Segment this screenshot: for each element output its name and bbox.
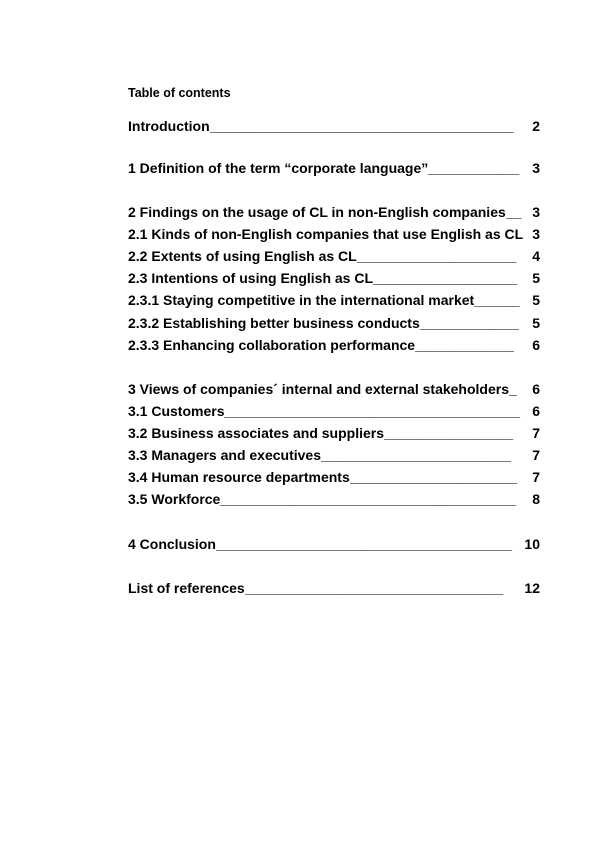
toc-entry-title: 2.3 Intentions of using English as CL [128, 270, 374, 286]
toc-entry-page: 3 [532, 226, 540, 242]
toc-entry-2-3 [128, 269, 540, 287]
toc-entry-page: 6 [532, 381, 540, 397]
toc-entry-leader: ________________________________________ [210, 118, 514, 134]
toc-entry-leader: ______ [474, 292, 520, 308]
toc-entry-title: 2.3.2 Establishing better business conducts [128, 315, 420, 331]
toc-entry-title: 3.4 Human resource departments [128, 469, 350, 485]
toc-entry-3-2 [128, 424, 540, 442]
toc-entry-page: 12 [524, 580, 540, 596]
toc-entry-leader: _____________ [420, 315, 519, 331]
toc-entry-title: 3 Views of companies´ internal and external stakeholders [128, 381, 509, 397]
toc-entry-leader: _________________ [384, 425, 513, 441]
toc-entry-title: 4 Conclusion [128, 536, 216, 552]
toc-entry-leader: ______________________ [350, 469, 517, 485]
toc-entry-4 [128, 535, 540, 553]
toc-entry-page: 6 [532, 337, 540, 353]
toc-entry-title: Introduction [128, 118, 210, 134]
toc-entry-page: 5 [532, 270, 540, 286]
toc-entry-title: List of references [128, 580, 245, 596]
toc-entry-2-3-2 [128, 314, 540, 332]
toc-entry-3-3 [128, 446, 540, 464]
toc-entry-title: 3.3 Managers and executives [128, 447, 321, 463]
toc-entry-introduction [128, 117, 540, 135]
toc-entry-3-1 [128, 402, 540, 420]
toc-entry-page: 4 [532, 248, 540, 264]
toc-entry-leader: _____________________ [357, 248, 517, 264]
toc-entry-leader: ___________________ [373, 270, 518, 286]
toc-entry-title: 2.1 Kinds of non-English companies that use English as CL [128, 226, 524, 242]
toc-entry-leader: __ [506, 204, 522, 220]
toc-entry-1 [128, 159, 540, 177]
toc-entry-page: 3 [532, 160, 540, 176]
toc-entry-title: 2 Findings on the usage of CL in non-English companies [128, 204, 506, 220]
toc-entry-2 [128, 203, 540, 221]
toc-entry-leader: ____________ [428, 160, 520, 176]
toc-entry-2-3-3 [128, 336, 540, 354]
toc-entry-leader: _______________________________________ [216, 536, 512, 552]
toc-entry-leader: _______________________________________ [220, 491, 516, 507]
toc-entry-leader: _____________ [415, 337, 514, 353]
toc-entry-title: 3.2 Business associates and suppliers [128, 425, 385, 441]
toc-entry-page: 7 [532, 469, 540, 485]
toc-entry-3-5 [128, 490, 540, 508]
toc-entry-page: 3 [532, 204, 540, 220]
toc-entry-3 [128, 380, 540, 398]
toc-heading: Table of contents [128, 86, 231, 100]
toc-entry-page: 10 [524, 536, 540, 552]
toc-entry-leader: _ [509, 381, 517, 397]
toc-entry-leader: __________________________________ [245, 580, 503, 596]
toc-entry-references [128, 579, 540, 597]
toc-entry-page: 7 [532, 425, 540, 441]
toc-entry-title: 1 Definition of the term “corporate language” [128, 160, 429, 176]
toc-entry-page: 6 [532, 403, 540, 419]
toc-entry-page: 2 [532, 118, 540, 134]
toc-entry-leader: _________________________ [321, 447, 511, 463]
toc-entry-title: 2.3.3 Enhancing collaboration performance [128, 337, 416, 353]
toc-entry-2-1 [128, 225, 540, 243]
toc-entry-3-4 [128, 468, 540, 486]
toc-entry-2-2 [128, 247, 540, 265]
toc-entry-page: 5 [532, 315, 540, 331]
toc-entry-title: 2.3.1 Staying competitive in the international market [128, 292, 475, 308]
toc-entry-title: 2.2 Extents of using English as CL [128, 248, 357, 264]
toc-entry-2-3-1 [128, 291, 540, 309]
toc-entry-page: 5 [532, 292, 540, 308]
toc-entry-page: 7 [532, 447, 540, 463]
toc-entry-page: 8 [532, 491, 540, 507]
toc-entry-title: 3.1 Customers [128, 403, 225, 419]
toc-entry-title: 3.5 Workforce [128, 491, 221, 507]
toc-entry-leader: _______________________________________ [224, 403, 520, 419]
